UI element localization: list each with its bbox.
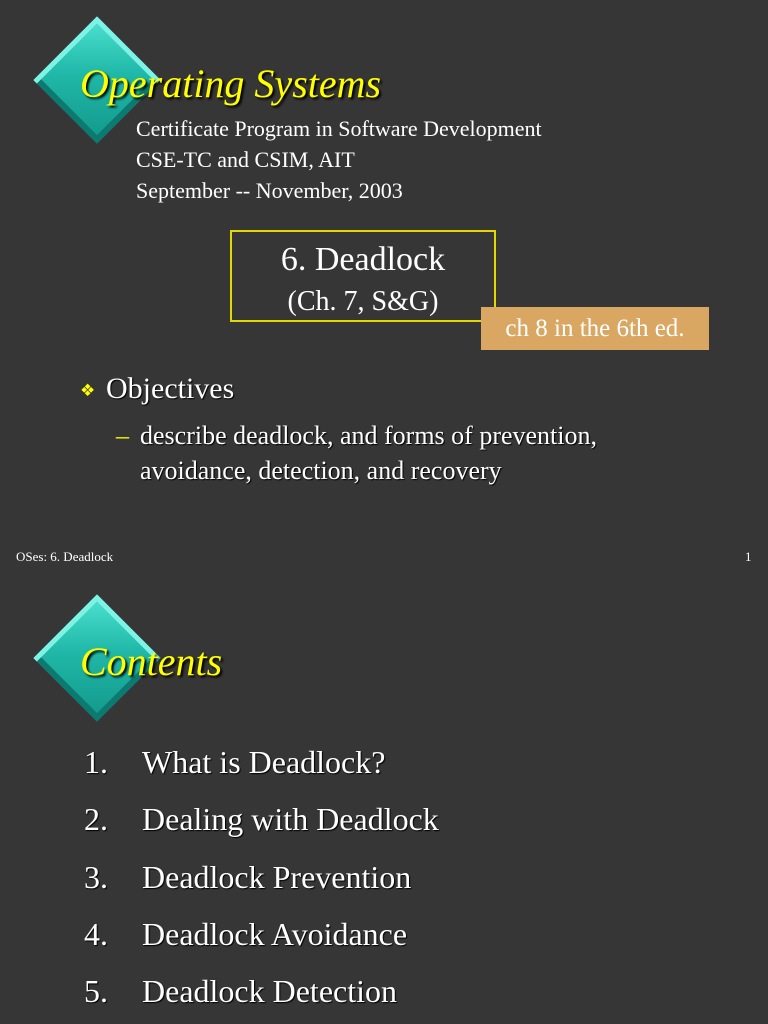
edition-note: ch 8 in the 6th ed. xyxy=(481,307,709,350)
sub-bullet-line: describe deadlock, and forms of prevention, xyxy=(140,421,598,450)
bullet-objectives: Objectives xyxy=(106,372,235,405)
sub-bullet-line: avoidance, detection, and recovery xyxy=(140,456,502,485)
list-item-label: Deadlock Prevention xyxy=(142,859,412,895)
list-item-number: 5. xyxy=(84,973,108,1009)
slide-title: Operating Systems xyxy=(80,61,382,106)
list-item-number: 4. xyxy=(84,916,108,952)
page-number: 1 xyxy=(745,549,752,564)
chapter-reference: (Ch. 7, S&G) xyxy=(287,286,439,317)
subtitle-program: Certificate Program in Software Development xyxy=(136,116,542,141)
slide-2 xyxy=(0,576,768,1024)
sub-bullet-dash: – xyxy=(116,421,129,450)
slide-footer: OSes: 6. Deadlock xyxy=(16,549,114,564)
list-item-label: Dealing with Deadlock xyxy=(142,801,439,837)
list-item-label: Deadlock Detection xyxy=(142,973,397,1009)
subtitle-department: CSE-TC and CSIM, AIT xyxy=(136,147,355,172)
chapter-heading: 6. Deadlock xyxy=(280,241,446,278)
list-item-number: 1. xyxy=(84,744,108,780)
slide-title: Contents xyxy=(80,639,223,684)
list-item-number: 2. xyxy=(84,801,108,837)
list-item-label: Deadlock Avoidance xyxy=(142,916,408,952)
subtitle-dates: September -- November, 2003 xyxy=(136,178,403,203)
list-item-label: What is Deadlock? xyxy=(142,744,386,780)
chapter-box xyxy=(230,230,496,322)
diamond-bullet-icon: ❖ xyxy=(80,381,96,401)
list-item-number: 3. xyxy=(84,859,108,895)
